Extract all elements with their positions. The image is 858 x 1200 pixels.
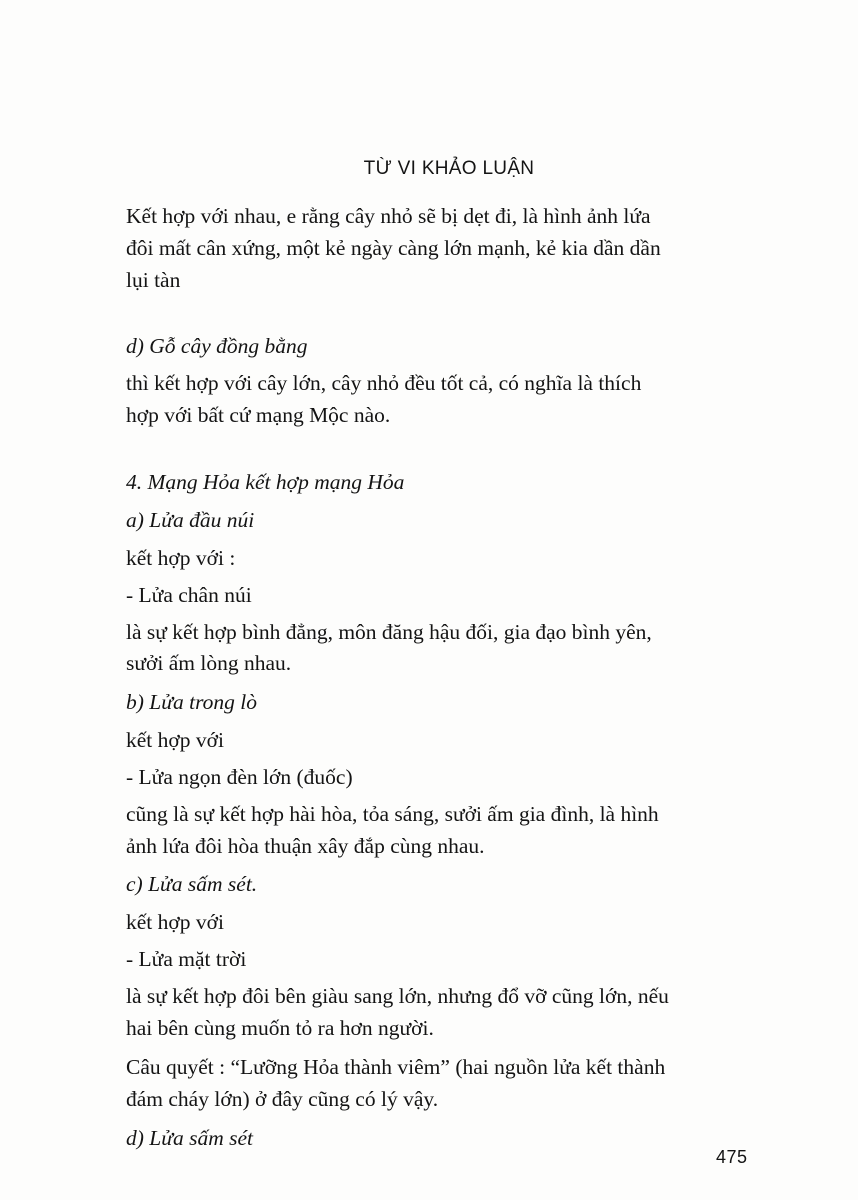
paragraph-line: cũng là sự kết hợp hài hòa, tỏa sáng, sưởi ấm gia đình, là hình (126, 802, 659, 826)
combine-label: kết hợp với : (126, 546, 236, 570)
quote-line: đám cháy lớn) ở đây cũng có lý vậy. (126, 1087, 439, 1111)
section-heading: 4. Mạng Hỏa kết hợp mạng Hỏa (126, 470, 405, 494)
paragraph-line: là sự kết hợp bình đẳng, môn đăng hậu đối, gia đạo bình yên, (126, 620, 652, 644)
paragraph-line: lụi tàn (126, 268, 181, 292)
list-item: - Lửa chân núi (126, 583, 252, 607)
running-header: TỪ VI KHẢO LUẬN (363, 158, 535, 179)
combine-label: kết hợp với (126, 728, 224, 752)
page-number: 475 (716, 1147, 748, 1167)
paragraph-line: hai bên cùng muốn tỏ ra hơn người. (126, 1016, 434, 1040)
list-item: - Lửa ngọn đèn lớn (đuốc) (126, 765, 353, 789)
paragraph-line: hợp với bất cứ mạng Mộc nào. (126, 403, 391, 427)
paragraph-line: thì kết hợp với cây lớn, cây nhỏ đều tốt cả, có nghĩa là thích (126, 371, 642, 395)
combine-label: kết hợp với (126, 910, 224, 934)
subheading-c: c) Lửa sấm sét. (126, 872, 258, 896)
subheading-d-wood: d) Gỗ cây đồng bằng (126, 334, 308, 358)
paragraph-line: là sự kết hợp đôi bên giàu sang lớn, nhưng đổ vỡ cũng lớn, nếu (126, 984, 669, 1008)
paragraph-line: đôi mất cân xứng, một kẻ ngày càng lớn mạnh, kẻ kia dần dần (126, 236, 661, 260)
subheading-d-fire: d) Lửa sấm sét (126, 1126, 253, 1150)
list-item: - Lửa mặt trời (126, 947, 247, 971)
paragraph-line: sưởi ấm lòng nhau. (126, 651, 292, 675)
paragraph-line: Kết hợp với nhau, e rằng cây nhỏ sẽ bị dẹt đi, là hình ảnh lứa (126, 204, 651, 228)
quote-line: Câu quyết : “Lưỡng Hỏa thành viêm” (hai nguồn lửa kết thành (126, 1055, 666, 1079)
paragraph-line: ảnh lứa đôi hòa thuận xây đắp cùng nhau. (126, 834, 485, 858)
subheading-b: b) Lửa trong lò (126, 690, 257, 714)
subheading-a: a) Lửa đầu núi (126, 508, 255, 532)
